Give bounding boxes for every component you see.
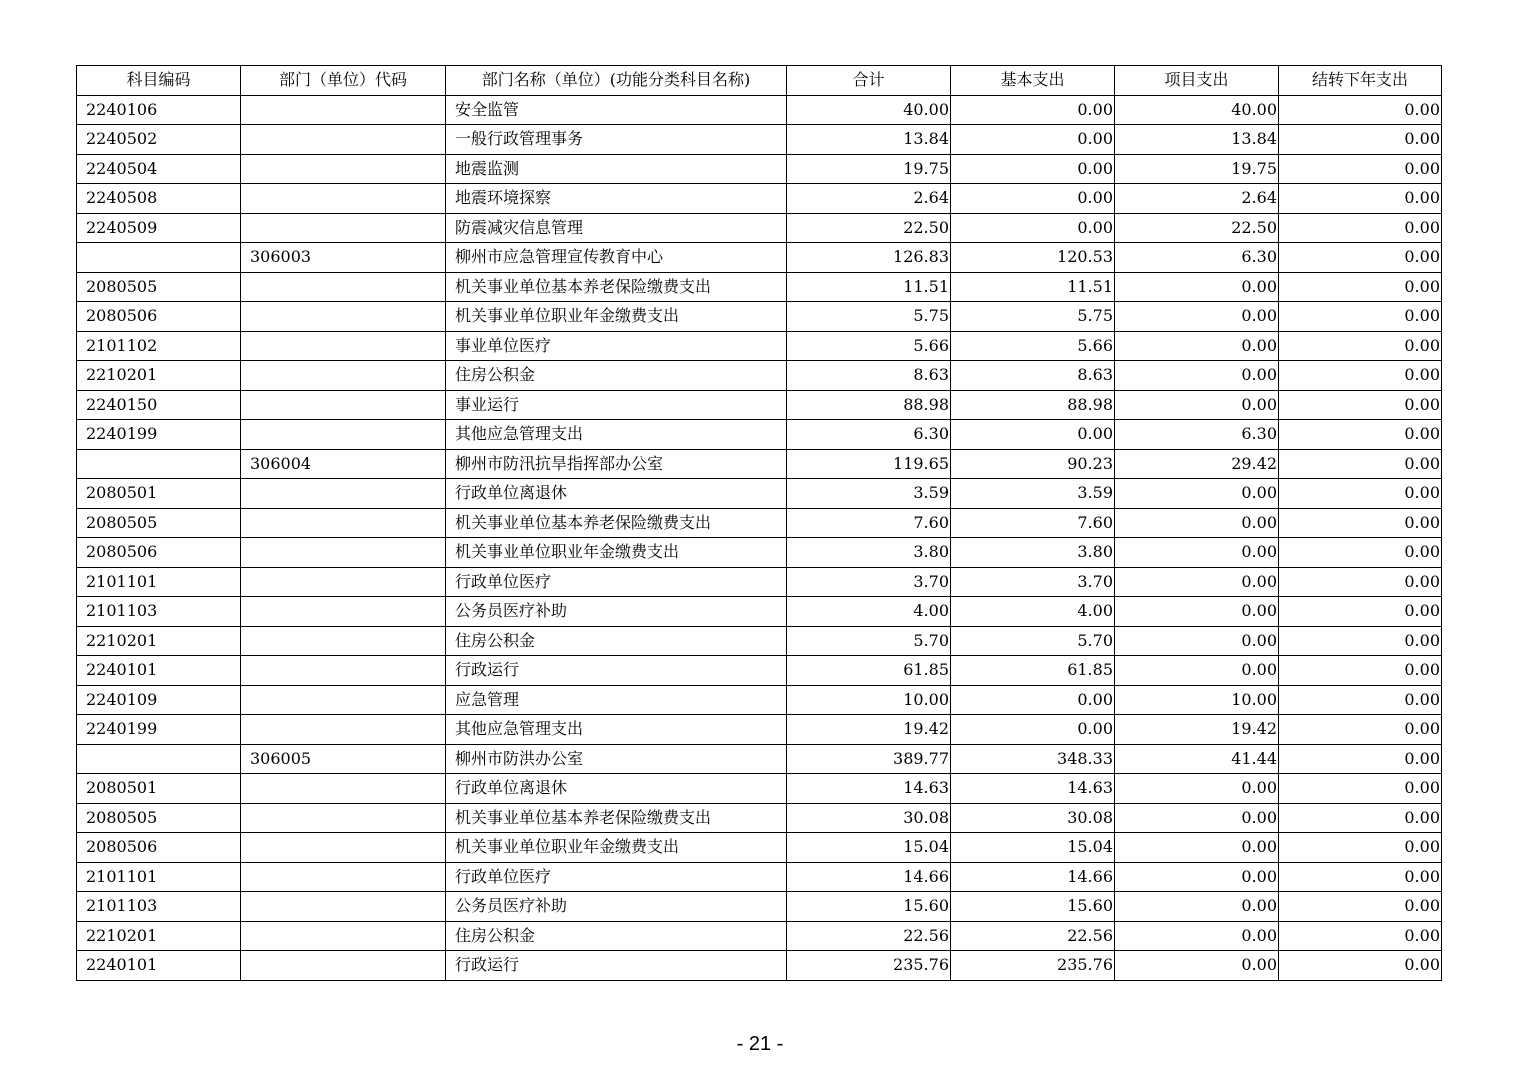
cell-basic-expense: 3.59	[951, 479, 1115, 509]
cell-basic-expense: 30.08	[951, 803, 1115, 833]
cell-project-expense: 0.00	[1115, 272, 1279, 302]
cell-project-expense: 0.00	[1115, 803, 1279, 833]
cell-subject-code: 2080505	[77, 508, 241, 538]
cell-dept-code	[241, 715, 446, 745]
cell-basic-expense: 14.63	[951, 774, 1115, 804]
cell-basic-expense: 5.66	[951, 331, 1115, 361]
cell-dept-name: 行政单位离退休	[446, 774, 787, 804]
cell-basic-expense: 3.70	[951, 567, 1115, 597]
cell-dept-name: 安全监管	[446, 95, 787, 125]
cell-dept-name: 机关事业单位职业年金缴费支出	[446, 538, 787, 568]
cell-dept-name: 住房公积金	[446, 361, 787, 391]
cell-carry-forward: 0.00	[1279, 243, 1442, 273]
cell-basic-expense: 348.33	[951, 744, 1115, 774]
cell-dept-code	[241, 508, 446, 538]
cell-dept-code	[241, 154, 446, 184]
cell-subject-code: 2240101	[77, 951, 241, 981]
cell-dept-name: 机关事业单位基本养老保险缴费支出	[446, 803, 787, 833]
cell-dept-name: 柳州市防洪办公室	[446, 744, 787, 774]
cell-carry-forward: 0.00	[1279, 213, 1442, 243]
cell-project-expense: 0.00	[1115, 390, 1279, 420]
cell-project-expense: 19.42	[1115, 715, 1279, 745]
cell-dept-code	[241, 272, 446, 302]
table-row	[77, 125, 1442, 155]
cell-carry-forward: 0.00	[1279, 302, 1442, 332]
cell-total: 19.75	[787, 154, 951, 184]
cell-total: 4.00	[787, 597, 951, 627]
cell-project-expense: 0.00	[1115, 302, 1279, 332]
cell-carry-forward: 0.00	[1279, 597, 1442, 627]
cell-dept-name: 地震监测	[446, 154, 787, 184]
cell-dept-name: 行政单位医疗	[446, 567, 787, 597]
table-row	[77, 213, 1442, 243]
cell-total: 5.66	[787, 331, 951, 361]
cell-subject-code: 2240199	[77, 420, 241, 450]
cell-basic-expense: 120.53	[951, 243, 1115, 273]
cell-subject-code: 2240508	[77, 184, 241, 214]
cell-carry-forward: 0.00	[1279, 833, 1442, 863]
cell-basic-expense: 22.56	[951, 921, 1115, 951]
cell-dept-code	[241, 390, 446, 420]
cell-dept-name: 柳州市应急管理宣传教育中心	[446, 243, 787, 273]
cell-basic-expense: 8.63	[951, 361, 1115, 391]
cell-dept-code	[241, 626, 446, 656]
cell-carry-forward: 0.00	[1279, 744, 1442, 774]
cell-dept-code	[241, 331, 446, 361]
cell-total: 15.04	[787, 833, 951, 863]
cell-dept-name: 行政单位医疗	[446, 862, 787, 892]
cell-dept-code	[241, 538, 446, 568]
cell-subject-code: 2080505	[77, 803, 241, 833]
cell-dept-code	[241, 420, 446, 450]
cell-subject-code: 2240502	[77, 125, 241, 155]
cell-carry-forward: 0.00	[1279, 803, 1442, 833]
cell-total: 8.63	[787, 361, 951, 391]
cell-total: 235.76	[787, 951, 951, 981]
table-row	[77, 361, 1442, 391]
table-row	[77, 951, 1442, 981]
table-row	[77, 420, 1442, 450]
cell-subject-code: 2080505	[77, 272, 241, 302]
cell-total: 5.70	[787, 626, 951, 656]
header-dept-name: 部门名称（单位）(功能分类科目名称)	[446, 66, 787, 96]
cell-carry-forward: 0.00	[1279, 390, 1442, 420]
cell-basic-expense: 15.04	[951, 833, 1115, 863]
cell-subject-code: 2210201	[77, 361, 241, 391]
table-row	[77, 243, 1442, 273]
cell-total: 61.85	[787, 656, 951, 686]
cell-project-expense: 19.75	[1115, 154, 1279, 184]
cell-dept-name: 事业运行	[446, 390, 787, 420]
cell-dept-code	[241, 479, 446, 509]
cell-carry-forward: 0.00	[1279, 567, 1442, 597]
page-number: - 21 -	[736, 1033, 784, 1055]
table-row	[77, 862, 1442, 892]
cell-basic-expense: 5.75	[951, 302, 1115, 332]
cell-dept-code	[241, 213, 446, 243]
cell-subject-code: 2210201	[77, 921, 241, 951]
cell-basic-expense: 0.00	[951, 125, 1115, 155]
cell-dept-code	[241, 656, 446, 686]
cell-subject-code: 2101103	[77, 597, 241, 627]
cell-total: 119.65	[787, 449, 951, 479]
cell-subject-code: 2240106	[77, 95, 241, 125]
cell-total: 19.42	[787, 715, 951, 745]
cell-basic-expense: 0.00	[951, 95, 1115, 125]
cell-carry-forward: 0.00	[1279, 862, 1442, 892]
cell-project-expense: 29.42	[1115, 449, 1279, 479]
cell-total: 22.50	[787, 213, 951, 243]
cell-total: 3.59	[787, 479, 951, 509]
cell-project-expense: 0.00	[1115, 597, 1279, 627]
header-basic-expense: 基本支出	[951, 66, 1115, 96]
cell-dept-code	[241, 774, 446, 804]
cell-total: 22.56	[787, 921, 951, 951]
cell-project-expense: 13.84	[1115, 125, 1279, 155]
table-row	[77, 626, 1442, 656]
table-row	[77, 479, 1442, 509]
table-row	[77, 744, 1442, 774]
table-body	[77, 95, 1442, 980]
cell-total: 88.98	[787, 390, 951, 420]
cell-project-expense: 40.00	[1115, 95, 1279, 125]
cell-dept-code	[241, 685, 446, 715]
cell-total: 14.66	[787, 862, 951, 892]
cell-subject-code: 2240150	[77, 390, 241, 420]
cell-basic-expense: 235.76	[951, 951, 1115, 981]
cell-dept-name: 其他应急管理支出	[446, 420, 787, 450]
cell-dept-code	[241, 892, 446, 922]
cell-dept-name: 柳州市防汛抗旱指挥部办公室	[446, 449, 787, 479]
cell-project-expense: 10.00	[1115, 685, 1279, 715]
cell-basic-expense: 90.23	[951, 449, 1115, 479]
cell-dept-code	[241, 361, 446, 391]
cell-carry-forward: 0.00	[1279, 95, 1442, 125]
header-dept-code: 部门（单位）代码	[241, 66, 446, 96]
cell-subject-code: 2240109	[77, 685, 241, 715]
cell-basic-expense: 0.00	[951, 184, 1115, 214]
cell-dept-code	[241, 862, 446, 892]
header-project-expense: 项目支出	[1115, 66, 1279, 96]
cell-carry-forward: 0.00	[1279, 184, 1442, 214]
cell-total: 5.75	[787, 302, 951, 332]
cell-total: 3.80	[787, 538, 951, 568]
cell-total: 2.64	[787, 184, 951, 214]
cell-basic-expense: 3.80	[951, 538, 1115, 568]
cell-project-expense: 6.30	[1115, 420, 1279, 450]
cell-total: 10.00	[787, 685, 951, 715]
table-row	[77, 95, 1442, 125]
cell-subject-code: 2080501	[77, 479, 241, 509]
cell-basic-expense: 0.00	[951, 715, 1115, 745]
cell-dept-code	[241, 597, 446, 627]
cell-project-expense: 41.44	[1115, 744, 1279, 774]
cell-carry-forward: 0.00	[1279, 715, 1442, 745]
table-row	[77, 508, 1442, 538]
cell-dept-code	[241, 125, 446, 155]
table-row	[77, 538, 1442, 568]
cell-carry-forward: 0.00	[1279, 272, 1442, 302]
cell-project-expense: 0.00	[1115, 951, 1279, 981]
cell-basic-expense: 61.85	[951, 656, 1115, 686]
cell-dept-name: 行政运行	[446, 951, 787, 981]
cell-subject-code: 2101102	[77, 331, 241, 361]
cell-basic-expense: 0.00	[951, 685, 1115, 715]
cell-subject-code: 2080506	[77, 833, 241, 863]
cell-subject-code: 2240504	[77, 154, 241, 184]
cell-project-expense: 0.00	[1115, 862, 1279, 892]
cell-dept-code: 306004	[241, 449, 446, 479]
cell-total: 7.60	[787, 508, 951, 538]
cell-project-expense: 0.00	[1115, 567, 1279, 597]
cell-subject-code	[77, 449, 241, 479]
cell-dept-code	[241, 95, 446, 125]
cell-carry-forward: 0.00	[1279, 331, 1442, 361]
table-row	[77, 597, 1442, 627]
header-total: 合计	[787, 66, 951, 96]
cell-subject-code: 2240101	[77, 656, 241, 686]
cell-total: 6.30	[787, 420, 951, 450]
cell-project-expense: 6.30	[1115, 243, 1279, 273]
cell-dept-code: 306003	[241, 243, 446, 273]
cell-subject-code: 2080506	[77, 302, 241, 332]
cell-subject-code: 2101101	[77, 862, 241, 892]
table-row	[77, 774, 1442, 804]
cell-total: 3.70	[787, 567, 951, 597]
cell-project-expense: 0.00	[1115, 626, 1279, 656]
cell-dept-name: 机关事业单位基本养老保险缴费支出	[446, 508, 787, 538]
header-carry-forward: 结转下年支出	[1279, 66, 1442, 96]
cell-total: 14.63	[787, 774, 951, 804]
cell-dept-code	[241, 184, 446, 214]
cell-total: 389.77	[787, 744, 951, 774]
cell-subject-code: 2101101	[77, 567, 241, 597]
cell-carry-forward: 0.00	[1279, 774, 1442, 804]
cell-dept-name: 机关事业单位职业年金缴费支出	[446, 302, 787, 332]
cell-project-expense: 0.00	[1115, 361, 1279, 391]
table-row	[77, 272, 1442, 302]
cell-project-expense: 0.00	[1115, 538, 1279, 568]
header-subject-code: 科目编码	[77, 66, 241, 96]
table-row	[77, 449, 1442, 479]
table-row	[77, 685, 1442, 715]
table-row	[77, 833, 1442, 863]
cell-carry-forward: 0.00	[1279, 626, 1442, 656]
cell-subject-code: 2101103	[77, 892, 241, 922]
cell-dept-name: 机关事业单位职业年金缴费支出	[446, 833, 787, 863]
cell-carry-forward: 0.00	[1279, 685, 1442, 715]
cell-dept-code	[241, 951, 446, 981]
cell-carry-forward: 0.00	[1279, 449, 1442, 479]
cell-total: 40.00	[787, 95, 951, 125]
cell-dept-code: 306005	[241, 744, 446, 774]
cell-dept-name: 防震减灾信息管理	[446, 213, 787, 243]
cell-subject-code: 2210201	[77, 626, 241, 656]
table-row	[77, 184, 1442, 214]
cell-dept-name: 其他应急管理支出	[446, 715, 787, 745]
cell-total: 15.60	[787, 892, 951, 922]
table-row	[77, 331, 1442, 361]
table-row	[77, 390, 1442, 420]
cell-basic-expense: 15.60	[951, 892, 1115, 922]
cell-carry-forward: 0.00	[1279, 951, 1442, 981]
cell-subject-code: 2080501	[77, 774, 241, 804]
cell-project-expense: 0.00	[1115, 921, 1279, 951]
cell-basic-expense: 0.00	[951, 154, 1115, 184]
cell-dept-code	[241, 302, 446, 332]
cell-project-expense: 0.00	[1115, 892, 1279, 922]
cell-subject-code: 2240199	[77, 715, 241, 745]
cell-basic-expense: 0.00	[951, 213, 1115, 243]
cell-basic-expense: 88.98	[951, 390, 1115, 420]
cell-project-expense: 22.50	[1115, 213, 1279, 243]
cell-dept-name: 公务员医疗补助	[446, 597, 787, 627]
cell-carry-forward: 0.00	[1279, 921, 1442, 951]
cell-dept-code	[241, 833, 446, 863]
cell-subject-code: 2240509	[77, 213, 241, 243]
cell-basic-expense: 11.51	[951, 272, 1115, 302]
table-row	[77, 921, 1442, 951]
cell-carry-forward: 0.00	[1279, 125, 1442, 155]
table-row	[77, 656, 1442, 686]
cell-subject-code: 2080506	[77, 538, 241, 568]
cell-subject-code	[77, 744, 241, 774]
cell-project-expense: 0.00	[1115, 479, 1279, 509]
cell-project-expense: 0.00	[1115, 331, 1279, 361]
cell-basic-expense: 0.00	[951, 420, 1115, 450]
cell-carry-forward: 0.00	[1279, 479, 1442, 509]
cell-dept-name: 一般行政管理事务	[446, 125, 787, 155]
cell-carry-forward: 0.00	[1279, 656, 1442, 686]
table-row	[77, 302, 1442, 332]
cell-carry-forward: 0.00	[1279, 892, 1442, 922]
budget-table	[76, 65, 1442, 981]
cell-dept-name: 行政单位离退休	[446, 479, 787, 509]
cell-dept-name: 行政运行	[446, 656, 787, 686]
cell-dept-name: 事业单位医疗	[446, 331, 787, 361]
table-row	[77, 715, 1442, 745]
cell-dept-name: 住房公积金	[446, 626, 787, 656]
cell-dept-name: 地震环境探察	[446, 184, 787, 214]
header-row	[77, 66, 1442, 96]
cell-project-expense: 0.00	[1115, 774, 1279, 804]
cell-project-expense: 2.64	[1115, 184, 1279, 214]
cell-carry-forward: 0.00	[1279, 538, 1442, 568]
cell-dept-name: 机关事业单位基本养老保险缴费支出	[446, 272, 787, 302]
table-row	[77, 154, 1442, 184]
cell-total: 30.08	[787, 803, 951, 833]
cell-total: 126.83	[787, 243, 951, 273]
table-row	[77, 892, 1442, 922]
cell-basic-expense: 7.60	[951, 508, 1115, 538]
table-row	[77, 803, 1442, 833]
cell-carry-forward: 0.00	[1279, 361, 1442, 391]
cell-dept-name: 应急管理	[446, 685, 787, 715]
cell-total: 11.51	[787, 272, 951, 302]
cell-dept-code	[241, 567, 446, 597]
cell-basic-expense: 5.70	[951, 626, 1115, 656]
cell-project-expense: 0.00	[1115, 508, 1279, 538]
cell-carry-forward: 0.00	[1279, 420, 1442, 450]
table-row	[77, 567, 1442, 597]
cell-carry-forward: 0.00	[1279, 154, 1442, 184]
cell-basic-expense: 4.00	[951, 597, 1115, 627]
cell-dept-name: 公务员医疗补助	[446, 892, 787, 922]
cell-basic-expense: 14.66	[951, 862, 1115, 892]
cell-dept-name: 住房公积金	[446, 921, 787, 951]
cell-dept-code	[241, 803, 446, 833]
cell-carry-forward: 0.00	[1279, 508, 1442, 538]
cell-subject-code	[77, 243, 241, 273]
cell-total: 13.84	[787, 125, 951, 155]
cell-project-expense: 0.00	[1115, 656, 1279, 686]
cell-project-expense: 0.00	[1115, 833, 1279, 863]
cell-dept-code	[241, 921, 446, 951]
